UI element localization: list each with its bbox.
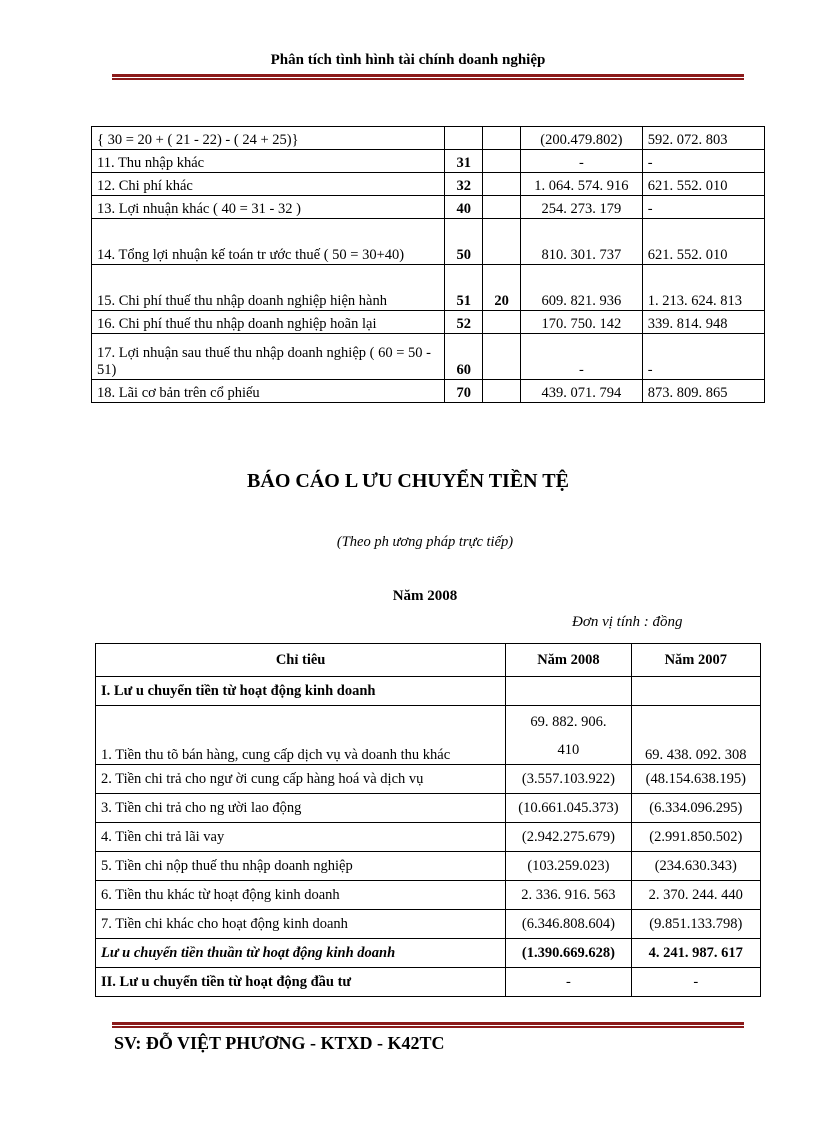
row-label: 18. Lãi cơ bản trên cổ phiếu	[92, 380, 445, 403]
row-label: Lư u chuyển tiền thuần từ hoạt động kinh doanh	[96, 939, 506, 968]
row-value-2007: (48.154.638.195)	[631, 765, 760, 794]
report-title: BÁO CÁO L ƯU CHUYỂN TIỀN TỆ	[247, 470, 569, 492]
row-label: 5. Tiền chi nộp thuế thu nhập doanh nghiệp	[96, 852, 506, 881]
row-value-2007: 873. 809. 865	[642, 380, 764, 403]
page-header-title: Phân tích tình hình tài chính doanh nghiệp	[270, 52, 546, 68]
row-value-2008: (3.557.103.922)	[506, 765, 631, 794]
row-label: 13. Lợi nhuận khác ( 40 = 31 - 32 )	[92, 196, 445, 219]
table-row	[92, 265, 765, 311]
row-value-2008	[506, 706, 631, 765]
column-header: Chỉ tiêu	[96, 644, 506, 677]
row-note	[483, 311, 521, 334]
row-value-2008: 609. 821. 936	[521, 265, 643, 311]
row-value-2007: -	[631, 968, 760, 997]
row-label: II. Lư u chuyển tiền từ hoạt động đầu tư	[96, 968, 506, 997]
row-note: 20	[483, 265, 521, 311]
row-note	[483, 196, 521, 219]
table-row	[96, 794, 761, 823]
row-code: 70	[445, 380, 483, 403]
row-code: 40	[445, 196, 483, 219]
row-label: 11. Thu nhập khác	[92, 150, 445, 173]
row-value-2008: (10.661.045.373)	[506, 794, 631, 823]
income-statement-table	[91, 126, 765, 403]
row-value-2008: -	[521, 150, 643, 173]
row-value-2007: 4. 241. 987. 617	[631, 939, 760, 968]
row-code: 31	[445, 150, 483, 173]
row-value-2008: (103.259.023)	[506, 852, 631, 881]
row-code	[445, 127, 483, 150]
table-row	[92, 196, 765, 219]
row-note	[483, 380, 521, 403]
footer-rule	[112, 1022, 744, 1028]
row-value-2007: (9.851.133.798)	[631, 910, 760, 939]
row-label: 6. Tiền thu khác từ hoạt động kinh doanh	[96, 881, 506, 910]
table-header-row	[96, 644, 761, 677]
table-row	[92, 311, 765, 334]
table-row	[96, 677, 761, 706]
table-row	[96, 968, 761, 997]
row-value-2008: (6.346.808.604)	[506, 910, 631, 939]
row-label: 16. Chi phí thuế thu nhập doanh nghiệp hoãn lại	[92, 311, 445, 334]
row-value-2007: -	[642, 196, 764, 219]
row-value-2007: 2. 370. 244. 440	[631, 881, 760, 910]
row-label: { 30 = 20 + ( 21 - 22) - ( 24 + 25)}	[92, 127, 445, 150]
row-value-2007: (6.334.096.295)	[631, 794, 760, 823]
row-value-2007: 621. 552. 010	[642, 173, 764, 196]
table-row	[92, 150, 765, 173]
row-note	[483, 127, 521, 150]
row-value-2007: -	[642, 150, 764, 173]
row-note	[483, 173, 521, 196]
report-subtitle: (Theo ph ương pháp trực tiếp)	[336, 534, 514, 550]
table-row	[96, 881, 761, 910]
row-label: 15. Chi phí thuế thu nhập doanh nghiệp hiện hành	[92, 265, 445, 311]
table-row	[92, 219, 765, 265]
row-note	[483, 219, 521, 265]
row-value-2007: 621. 552. 010	[642, 219, 764, 265]
footer-student-name: SV: ĐỖ VIỆT PHƯƠNG - KTXD - K42TC	[114, 1033, 445, 1053]
row-value-2008-line2: 410	[557, 742, 580, 758]
row-value-2008: 810. 301. 737	[521, 219, 643, 265]
row-value-2007: -	[642, 334, 764, 380]
row-label: 17. Lợi nhuận sau thuế thu nhập doanh nghiệp ( 60 = 50 - 51)	[92, 334, 445, 380]
row-label: I. Lư u chuyển tiền từ hoạt động kinh doanh	[96, 677, 506, 706]
cash-flow-table	[95, 643, 761, 997]
table-row	[96, 765, 761, 794]
header-rule	[112, 74, 744, 80]
row-value-2007: 69. 438. 092. 308	[631, 706, 760, 765]
table-row	[92, 127, 765, 150]
row-value-2008: -	[521, 334, 643, 380]
row-value-2008: 1. 064. 574. 916	[521, 173, 643, 196]
table-row	[92, 380, 765, 403]
row-value-2008: (200.479.802)	[521, 127, 643, 150]
row-value-2008	[506, 677, 631, 706]
row-label: 14. Tổng lợi nhuận kế toán tr ước thuế ( 50 = 30+40)	[92, 219, 445, 265]
row-value-2007: 592. 072. 803	[642, 127, 764, 150]
table-row	[96, 852, 761, 881]
row-value-2008: 2. 336. 916. 563	[506, 881, 631, 910]
row-label: 1. Tiền thu tõ bán hàng, cung cấp dịch vụ và doanh thu khác	[96, 706, 506, 765]
row-code: 50	[445, 219, 483, 265]
row-value-2008: (1.390.669.628)	[506, 939, 631, 968]
row-value-2008-line1: 69. 882. 906.	[530, 714, 607, 730]
row-value-2007: 339. 814. 948	[642, 311, 764, 334]
report-year: Năm 2008	[392, 588, 458, 604]
row-note	[483, 334, 521, 380]
row-note	[483, 150, 521, 173]
row-code: 32	[445, 173, 483, 196]
row-value-2007	[631, 677, 760, 706]
table-row	[92, 334, 765, 380]
table-row	[96, 706, 761, 765]
column-header: Năm 2007	[631, 644, 760, 677]
row-value-2008: 439. 071. 794	[521, 380, 643, 403]
row-code: 51	[445, 265, 483, 311]
row-value-2007: (234.630.343)	[631, 852, 760, 881]
row-label: 12. Chi phí khác	[92, 173, 445, 196]
row-code: 52	[445, 311, 483, 334]
column-header: Năm 2008	[506, 644, 631, 677]
row-label: 4. Tiền chi trả lãi vay	[96, 823, 506, 852]
row-code: 60	[445, 334, 483, 380]
row-value-2008: (2.942.275.679)	[506, 823, 631, 852]
row-label: 2. Tiền chi trả cho ngư ời cung cấp hàng hoá và dịch vụ	[96, 765, 506, 794]
row-value-2008: -	[506, 968, 631, 997]
row-label: 7. Tiền chi khác cho hoạt động kinh doanh	[96, 910, 506, 939]
row-value-2008: 170. 750. 142	[521, 311, 643, 334]
table-row	[96, 823, 761, 852]
row-value-2007: (2.991.850.502)	[631, 823, 760, 852]
row-value-2008: 254. 273. 179	[521, 196, 643, 219]
report-unit: Đơn vị tính : đồng	[572, 614, 683, 630]
row-value-2007: 1. 213. 624. 813	[642, 265, 764, 311]
table-row	[92, 173, 765, 196]
row-label: 3. Tiền chi trả cho ng ười lao động	[96, 794, 506, 823]
table-row-subtotal	[96, 939, 761, 968]
table-row	[96, 910, 761, 939]
